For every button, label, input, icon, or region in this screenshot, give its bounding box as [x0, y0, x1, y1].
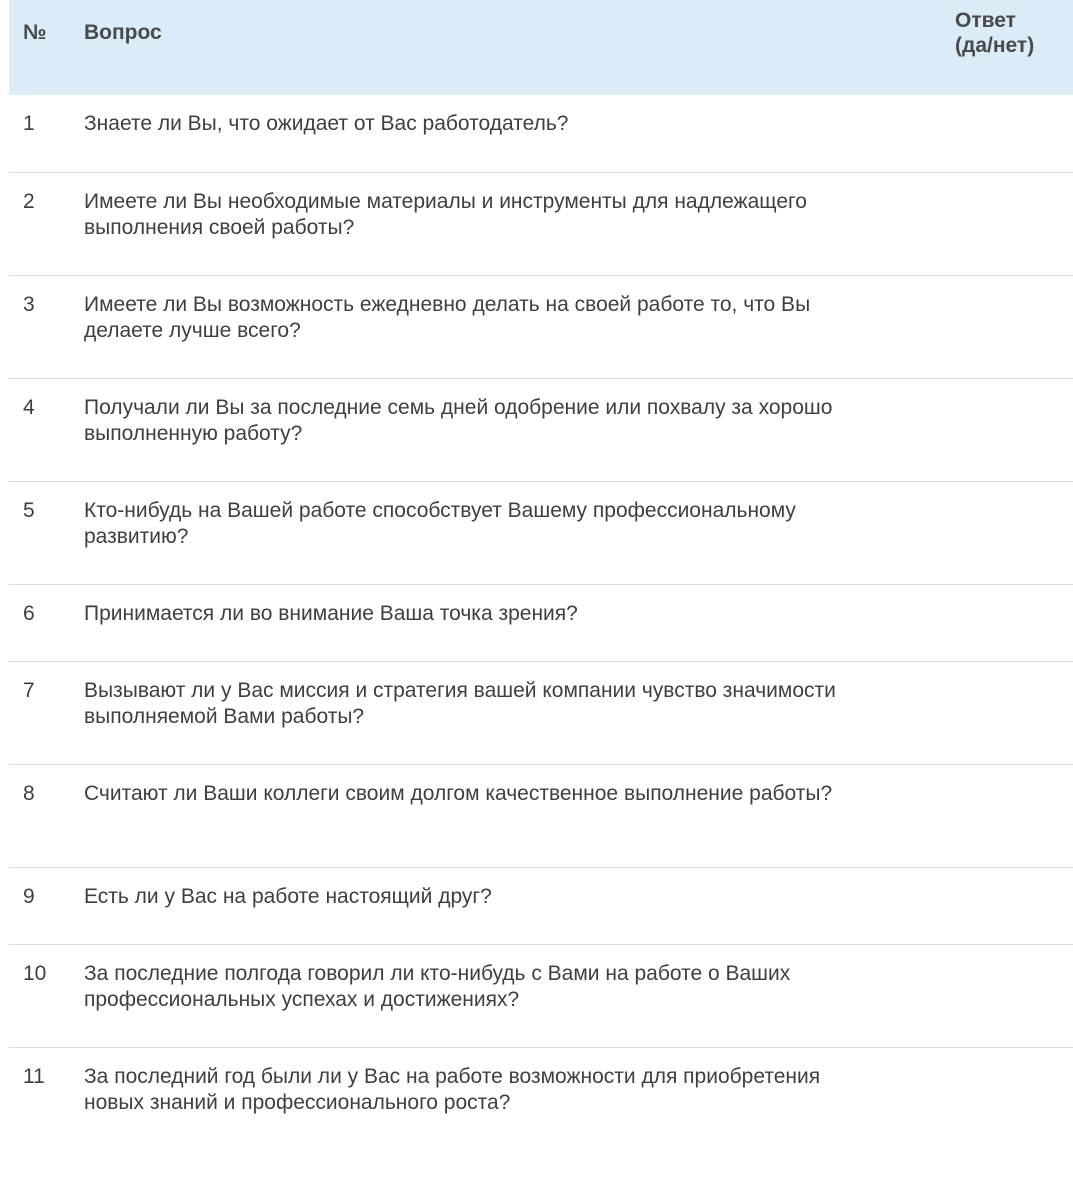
row-number: 8: [23, 781, 35, 805]
row-answer[interactable]: [955, 1047, 1073, 1187]
row-answer[interactable]: [955, 481, 1073, 584]
row-answer[interactable]: [955, 584, 1073, 661]
row-question: За последние полгода говорил ли кто-нибудь с Вами на работе о Ваших профессиональных успехах и достижениях?: [84, 961, 791, 1011]
table-row: [9, 1047, 1073, 1187]
row-number: 7: [23, 678, 35, 702]
row-answer[interactable]: [955, 95, 1073, 172]
header-answer-line2: (да/нет): [955, 34, 1035, 57]
row-number: 11: [23, 1064, 45, 1088]
header-answer: [955, 0, 1073, 95]
row-answer[interactable]: [955, 378, 1073, 481]
table-header: [9, 0, 1073, 95]
row-answer[interactable]: [955, 661, 1073, 764]
row-question: Считают ли Ваши коллеги своим долгом качественное выполнение работы?: [84, 781, 833, 805]
table-row: [9, 661, 1073, 764]
survey-table: [9, 0, 1073, 1187]
row-answer[interactable]: [955, 275, 1073, 378]
row-question: Имеете ли Вы возможность ежедневно делать на своей работе то, что Вы делаете лучше всего?: [84, 292, 811, 342]
row-number: 9: [23, 884, 35, 908]
row-number: 3: [23, 292, 35, 316]
row-question: За последний год были ли у Вас на работе возможности для приобретения новых знаний и профессионального роста?: [84, 1064, 821, 1114]
row-question: Знаете ли Вы, что ожидает от Вас работодатель?: [84, 112, 569, 135]
row-number: 10: [23, 961, 47, 985]
row-number: 4: [23, 395, 35, 419]
table-row: [9, 867, 1073, 944]
row-number: 6: [23, 601, 35, 625]
row-question: Вызывают ли у Вас миссия и стратегия вашей компании чувство значимости выполняемой Вами работы?: [84, 678, 836, 728]
table-row: [9, 764, 1073, 867]
row-number: 1: [23, 112, 35, 135]
table-body: [9, 95, 1073, 1187]
row-question: Принимается ли во внимание Ваша точка зрения?: [84, 601, 578, 625]
header-question: Вопрос: [84, 21, 162, 44]
row-question: Кто-нибудь на Вашей работе способствует Вашему профессиональному развитию?: [84, 498, 796, 548]
row-answer[interactable]: [955, 764, 1073, 867]
table-row: [9, 584, 1073, 661]
header-num: №: [23, 21, 47, 44]
row-question: Имеете ли Вы необходимые материалы и инструменты для надлежащего выполнения своей работы?: [84, 189, 807, 239]
row-question: Есть ли у Вас на работе настоящий друг?: [84, 884, 492, 908]
row-number: 5: [23, 498, 35, 522]
header-answer-line1: Ответ: [955, 9, 1016, 32]
table-row: [9, 95, 1073, 172]
row-answer[interactable]: [955, 944, 1073, 1047]
table-row: [9, 275, 1073, 378]
row-answer[interactable]: [955, 172, 1073, 275]
table-row: [9, 378, 1073, 481]
table-row: [9, 944, 1073, 1047]
row-question: Получали ли Вы за последние семь дней одобрение или похвалу за хорошо выполненную работу?: [84, 395, 833, 445]
header-row: [9, 0, 1073, 95]
row-answer[interactable]: [955, 867, 1073, 944]
table-row: [9, 481, 1073, 584]
table-row: [9, 172, 1073, 275]
row-number: 2: [23, 189, 35, 213]
